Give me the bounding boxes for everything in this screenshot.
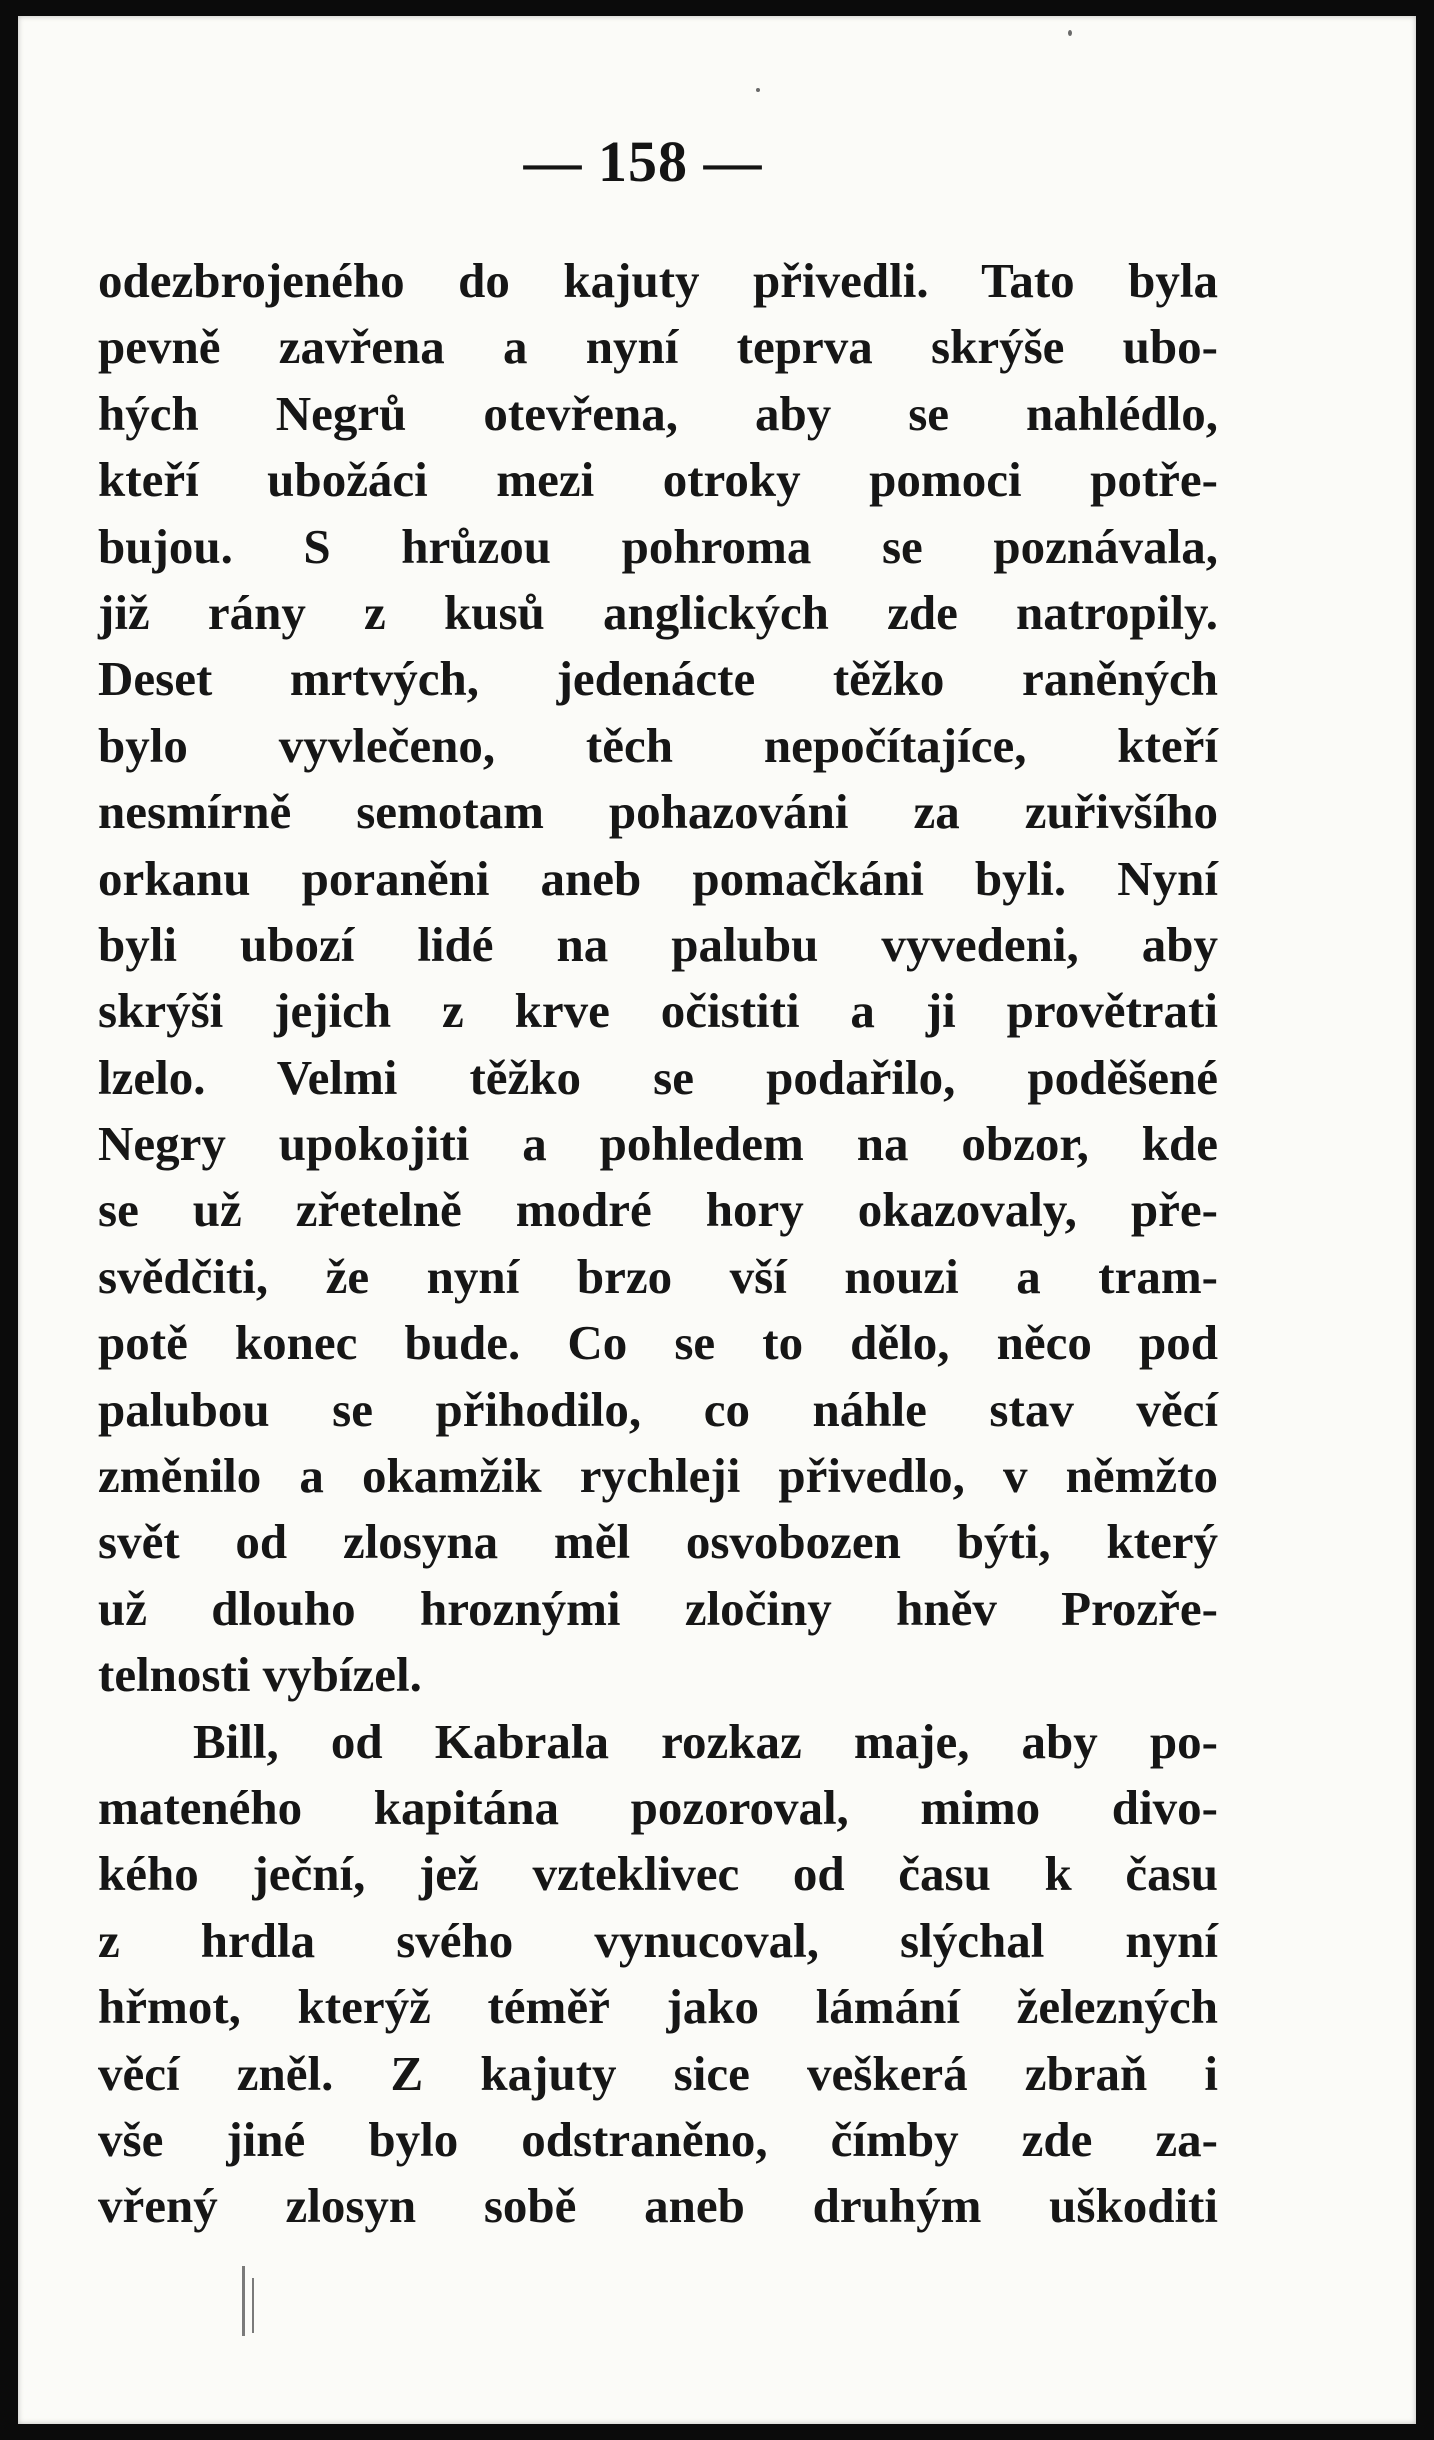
text-line: kteří ubožáci mezi otroky pomoci potře- xyxy=(98,452,1218,508)
text-line: vše jiné bylo odstraněno, čímby zde za- xyxy=(98,2111,1218,2167)
body-text xyxy=(98,248,1218,2240)
paragraph-start-line: Bill, od Kabrala rozkaz maje, aby po- xyxy=(193,1713,1218,1769)
text-line: svět od zlosyna měl osvobozen býti, který xyxy=(98,1514,1218,1570)
text-line: mateného kapitána pozoroval, mimo divo- xyxy=(98,1779,1218,1835)
margin-scan-mark xyxy=(252,2278,254,2333)
text-line: Deset mrtvých, jedenácte těžko raněných xyxy=(98,651,1218,707)
text-line: se už zřetelně modré hory okazovaly, pře- xyxy=(98,1182,1218,1238)
text-line: hřmot, kterýž téměř jako lámání železných xyxy=(98,1979,1218,2035)
text-line: orkanu poraněni aneb pomačkáni byli. Nyní xyxy=(98,850,1218,906)
paragraph-end-line: telnosti vybízel. xyxy=(98,1647,422,1703)
text-line: věcí zněl. Z kajuty sice veškerá zbraň i xyxy=(98,2045,1218,2101)
text-line: palubou se přihodilo, co náhle stav věcí xyxy=(98,1381,1218,1437)
text-line: bylo vyvlečeno, těch nepočítajíce, kteří xyxy=(98,717,1218,773)
text-line: hých Negrů otevřena, aby se nahlédlo, xyxy=(98,385,1218,441)
text-line: potě konec bude. Co se to dělo, něco pod xyxy=(98,1315,1218,1371)
text-line: nesmírně semotam pohazováni za zuřivšího xyxy=(98,784,1218,840)
page-number: — 158 — xyxy=(523,129,763,194)
text-line: z hrdla svého vynucoval, slýchal nyní xyxy=(98,1912,1218,1968)
paper-speck xyxy=(756,88,760,92)
text-line: byli ubozí lidé na palubu vyvedeni, aby xyxy=(98,916,1218,972)
paper-speck xyxy=(1068,30,1072,36)
text-line: odezbrojeného do kajuty přivedli. Tato byla xyxy=(98,253,1218,308)
text-line: už dlouho hroznými zločiny hněv Prozře- xyxy=(98,1580,1218,1636)
book-page xyxy=(18,16,1416,2424)
text-line: kého ječní, jež vzteklivec od času k času xyxy=(98,1846,1218,1902)
text-line: změnilo a okamžik rychleji přivedlo, v němžto xyxy=(98,1448,1218,1504)
text-line: lzelo. Velmi těžko se podařilo, poděšené xyxy=(98,1049,1218,1105)
text-line: vřený zlosyn sobě aneb druhým uškoditi xyxy=(98,2178,1218,2234)
text-line: bujou. S hrůzou pohroma se poznávala, xyxy=(98,518,1218,574)
text-line: pevně zavřena a nyní teprva skrýše ubo- xyxy=(98,319,1218,375)
text-line: Negry upokojiti a pohledem na obzor, kde xyxy=(98,1116,1218,1172)
text-line: již rány z kusů anglických zde natropily. xyxy=(98,584,1218,640)
margin-scan-mark xyxy=(242,2266,245,2336)
text-line: skrýši jejich z krve očistiti a ji provětrati xyxy=(98,983,1218,1039)
text-line: svědčiti, že nyní brzo vší nouzi a tram- xyxy=(98,1248,1218,1304)
